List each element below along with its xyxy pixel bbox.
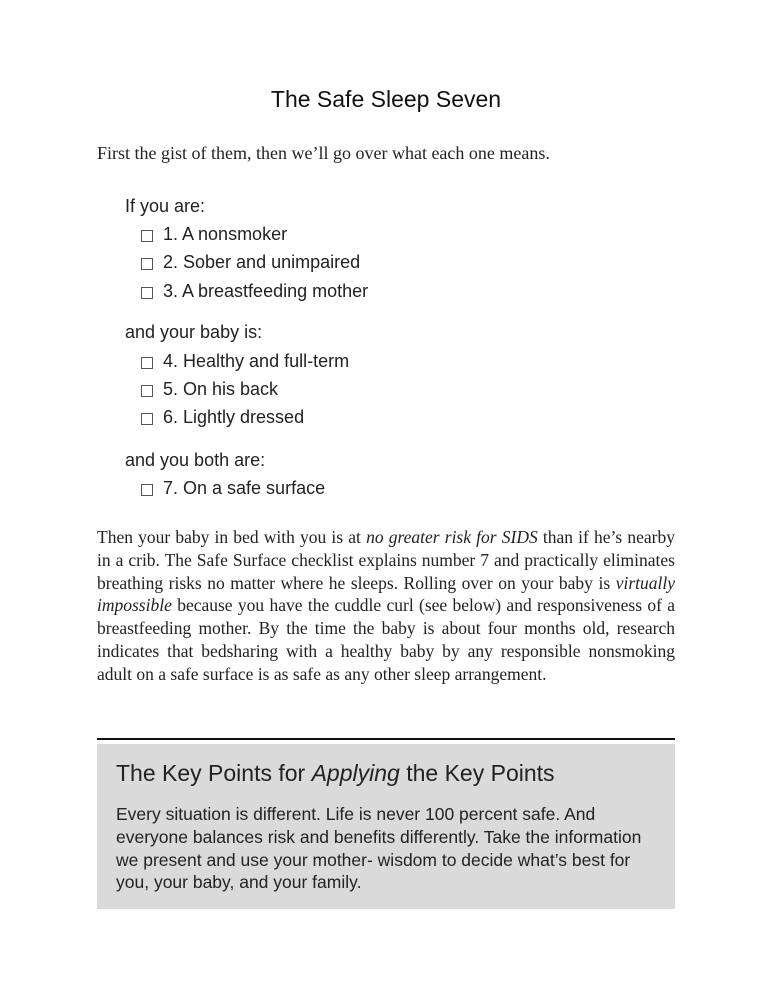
checklist-item-label: 5. On his back xyxy=(163,379,279,399)
checklist-item-label: 7. On a safe surface xyxy=(163,478,326,498)
checkbox-icon xyxy=(141,357,153,369)
paragraph-text: because you have the cuddle curl (see below) and responsiveness of a breastfeeding mother. By the time the baby is about four months old, research indicates that bedsharing with a healthy baby by any responsible nonsmoking adult on a safe surface is as safe as any other sleep arrangement. xyxy=(97,595,675,684)
divider xyxy=(97,738,675,740)
checklist-item-label: 3. A breastfeeding mother xyxy=(163,281,369,301)
group-label-both: and you both are: xyxy=(125,450,266,470)
paragraph-emphasis: no greater risk for SIDS xyxy=(366,527,538,547)
checkbox-icon xyxy=(141,258,153,270)
group-label-you: If you are: xyxy=(125,196,206,216)
paragraph-text: than if he’s nearby in a crib. The Safe Surface checklist explains number 7 and practically eliminates breathing risks no matter where he sleeps. Rolling over on your baby is xyxy=(97,527,675,593)
checkbox-icon xyxy=(141,385,153,397)
checklist-item-label: 2. Sober and unimpaired xyxy=(163,252,361,272)
checkbox-icon xyxy=(141,230,153,242)
key-points-body: Every situation is different. Life is never 100 percent safe. And everyone balances risk and benefits differently. Take the information we present and use your mother- wisdom to decide what’s best for you, your baby, and your family. xyxy=(116,804,642,893)
key-points-title-text: The Key Points for xyxy=(116,760,312,786)
checklist-item xyxy=(141,379,278,400)
group-label-baby: and your baby is: xyxy=(125,322,263,342)
checklist-item xyxy=(141,281,368,302)
key-points-title-emphasis: Applying xyxy=(311,760,400,786)
body-paragraph xyxy=(97,526,675,686)
checklist-item xyxy=(141,478,325,499)
page-title: The Safe Sleep Seven xyxy=(270,86,502,112)
paragraph-text: Then your baby in bed with you is at xyxy=(97,527,367,547)
checklist-item xyxy=(141,351,349,372)
checkbox-icon xyxy=(141,413,153,425)
checklist-item xyxy=(141,224,287,245)
checklist-item-label: 4. Healthy and full-term xyxy=(163,351,350,371)
checklist-item xyxy=(141,252,360,273)
checklist-item-label: 1. A nonsmoker xyxy=(163,224,288,244)
checkbox-icon xyxy=(141,287,153,299)
key-points-title xyxy=(116,760,666,787)
intro-text: First the gist of them, then we’ll go over what each one means. xyxy=(97,143,550,163)
checklist-item-label: 6. Lightly dressed xyxy=(163,407,305,427)
checkbox-icon xyxy=(141,484,153,496)
key-points-title-text: the Key Points xyxy=(399,760,555,786)
checklist-item xyxy=(141,407,304,428)
paragraph-emphasis: virtually impossible xyxy=(97,572,675,616)
